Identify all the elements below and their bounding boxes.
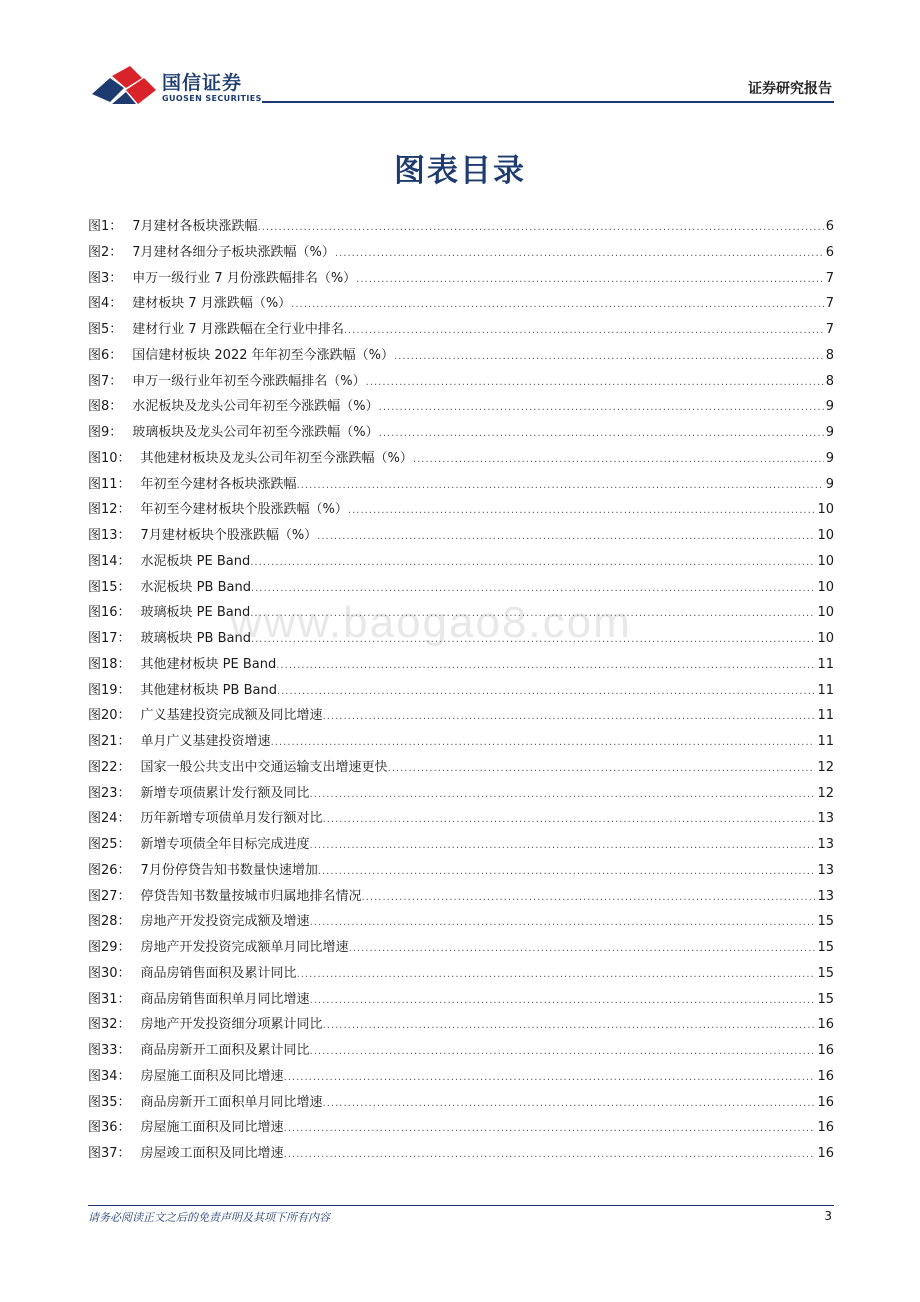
figure-page-number: 7 [825, 270, 834, 286]
figure-page-number: 8 [825, 373, 834, 389]
dot-leader [271, 730, 816, 756]
figure-title: 商品房新开工面积单月同比增速 [140, 1094, 323, 1110]
figure-title: 商品房销售面积单月同比增速 [140, 991, 310, 1007]
figure-title: 7月建材板块个股涨跌幅（%） [140, 528, 318, 543]
dot-leader [258, 215, 824, 241]
page-title: 图表目录 [394, 153, 526, 189]
figure-title: 房地产开发投资完成额单月同比增速 [140, 940, 349, 955]
figure-label: 图21： [88, 734, 131, 749]
figure-label: 图30： [88, 965, 131, 981]
figure-page-number: 11 [817, 708, 834, 724]
toc-entry[interactable] [88, 935, 834, 961]
toc-entry[interactable] [88, 472, 834, 498]
figure-page-number: 9 [825, 476, 834, 492]
figure-page-number: 13 [817, 811, 834, 827]
figure-title: 国家一般公共支出中交通运输支出增速更快 [140, 759, 388, 775]
toc-entry[interactable] [88, 884, 834, 910]
dot-leader [366, 370, 824, 396]
figure-title: 广义基建投资完成额及同比增速 [140, 708, 323, 724]
figure-label: 图13： [88, 528, 131, 543]
dot-leader [349, 936, 816, 962]
figure-page-number: 11 [817, 656, 834, 672]
dot-leader [379, 421, 824, 447]
figure-page-number: 8 [825, 347, 834, 363]
dot-leader [297, 473, 824, 499]
figure-label: 图17： [88, 631, 131, 646]
header-divider [262, 101, 834, 103]
dot-leader [394, 344, 824, 370]
toc-entry[interactable] [88, 1141, 834, 1167]
figure-title: 水泥板块及龙头公司年初至今涨跌幅（%） [132, 399, 379, 415]
toc-entry[interactable] [88, 961, 834, 987]
figure-page-number: 15 [817, 940, 834, 955]
figure-label: 图11： [88, 476, 131, 492]
figure-label: 图24： [88, 811, 131, 827]
figure-page-number: 10 [817, 631, 834, 646]
figure-label: 图10： [88, 450, 131, 466]
dot-leader [318, 859, 816, 885]
dot-leader [317, 524, 815, 550]
figure-page-number: 10 [817, 553, 834, 569]
figure-label: 图36： [88, 1120, 131, 1136]
figure-title: 商品房销售面积及累计同比 [140, 965, 297, 981]
figure-title: 房屋施工面积及同比增速 [140, 1120, 284, 1136]
figure-label: 图27： [88, 888, 131, 904]
figure-page-number: 6 [825, 244, 834, 260]
dot-leader [413, 447, 824, 473]
figure-label: 图8： [88, 399, 123, 415]
figure-label: 图9： [88, 425, 123, 440]
dot-leader [323, 1013, 816, 1039]
figure-title: 7月份停贷告知书数量快速增加 [140, 862, 318, 878]
figure-page-number: 13 [817, 888, 834, 904]
figure-label: 图14： [88, 553, 131, 569]
figure-label: 图12： [88, 502, 131, 518]
figure-label: 图29： [88, 940, 131, 955]
figure-page-number: 16 [817, 1146, 834, 1161]
dot-leader [323, 807, 816, 833]
footer-disclaimer: 请务必阅读正文之后的免责声明及其项下所有内容 [88, 1211, 330, 1224]
toc-entry[interactable] [88, 1090, 834, 1116]
dot-leader [310, 833, 816, 859]
toc-entry[interactable] [88, 446, 834, 472]
figure-label: 图4： [88, 296, 123, 312]
figure-title: 玻璃板块及龙头公司年初至今涨跌幅（%） [132, 425, 379, 440]
figure-page-number: 16 [817, 1094, 834, 1110]
figure-label: 图1： [88, 219, 123, 234]
dot-leader [284, 1065, 816, 1091]
figure-page-number: 15 [817, 965, 834, 981]
toc-entry[interactable] [88, 1012, 834, 1038]
toc-entry[interactable] [88, 214, 834, 240]
figure-label: 图2： [88, 244, 123, 260]
figure-list [88, 214, 834, 1167]
toc-entry[interactable] [88, 703, 834, 729]
toc-entry[interactable] [88, 291, 834, 317]
dot-leader [276, 653, 815, 679]
figure-title: 7月建材各细分子板块涨跌幅（%） [132, 244, 335, 260]
figure-title: 7月建材各板块涨跌幅 [132, 219, 258, 234]
figure-label: 图5： [88, 322, 123, 337]
toc-entry[interactable] [88, 549, 834, 575]
toc-entry[interactable] [88, 266, 834, 292]
figure-page-number: 10 [817, 579, 834, 595]
toc-entry[interactable] [88, 240, 834, 266]
dot-leader [335, 241, 824, 267]
figure-page-number: 11 [817, 682, 834, 698]
figure-page-number: 16 [817, 1043, 834, 1058]
report-type: 证券研究报告 [748, 81, 832, 97]
figure-page-number: 11 [817, 734, 834, 749]
figure-page-number: 9 [825, 425, 834, 440]
toc-entry[interactable] [88, 523, 834, 549]
footer-divider [88, 1205, 834, 1206]
figure-title: 单月广义基建投资增速 [140, 734, 271, 749]
page-header [0, 0, 920, 110]
dot-leader [348, 498, 816, 524]
figure-title: 申万一级行业年初至今涨跌幅排名（%） [132, 373, 366, 389]
dot-leader [310, 782, 816, 808]
dot-leader [362, 885, 816, 911]
figure-title: 国信建材板块 2022 年年初至今涨跌幅（%） [132, 347, 394, 363]
figure-page-number: 9 [825, 450, 834, 466]
figure-page-number: 7 [825, 296, 834, 312]
figure-page-number: 7 [825, 322, 834, 337]
figure-page-number: 13 [817, 837, 834, 852]
toc-entry[interactable] [88, 369, 834, 395]
toc-entry[interactable] [88, 832, 834, 858]
figure-page-number: 9 [825, 399, 834, 415]
toc-entry[interactable] [88, 343, 834, 369]
figure-title: 年初至今建材板块个股涨跌幅（%） [140, 502, 348, 518]
figure-label: 图34： [88, 1068, 131, 1084]
figure-title: 房地产开发投资完成额及增速 [140, 914, 310, 930]
dot-leader [250, 550, 815, 576]
toc-entry[interactable] [88, 1115, 834, 1141]
toc-entry[interactable] [88, 729, 834, 755]
dot-leader [291, 292, 824, 318]
figure-page-number: 16 [817, 1017, 834, 1033]
figure-title: 房屋竣工面积及同比增速 [140, 1146, 284, 1161]
dot-leader [388, 756, 816, 782]
figure-title: 新增专项债全年目标完成进度 [140, 837, 310, 852]
dot-leader [310, 910, 816, 936]
figure-label: 图7： [88, 373, 123, 389]
figure-title: 玻璃板块 PE Band [140, 605, 251, 621]
figure-label: 图37： [88, 1146, 131, 1161]
figure-label: 图35： [88, 1094, 131, 1110]
figure-title: 年初至今建材各板块涨跌幅 [140, 476, 297, 492]
page-number: 3 [824, 1209, 832, 1223]
figure-page-number: 10 [817, 528, 834, 543]
figure-title: 申万一级行业 7 月份涨跌幅排名（%） [132, 270, 357, 286]
toc-entry[interactable] [88, 497, 834, 523]
dot-leader [344, 318, 824, 344]
figure-title: 建材板块 7 月涨跌幅（%） [132, 296, 292, 312]
figure-page-number: 12 [817, 785, 834, 801]
figure-page-number: 16 [817, 1068, 834, 1084]
figure-label: 图15： [88, 579, 131, 595]
toc-entry[interactable] [88, 394, 834, 420]
figure-title: 房地产开发投资细分项累计同比 [140, 1017, 323, 1033]
figure-title: 历年新增专项债单月发行额对比 [140, 811, 323, 827]
figure-title: 其他建材板块 PB Band [140, 682, 277, 698]
figure-page-number: 12 [817, 759, 834, 775]
figure-label: 图33： [88, 1043, 131, 1058]
figure-title: 商品房新开工面积及累计同比 [140, 1043, 310, 1058]
toc-entry[interactable] [88, 652, 834, 678]
figure-label: 图19： [88, 682, 131, 698]
toc-entry[interactable] [88, 1038, 834, 1064]
figure-title: 水泥板块 PB Band [140, 579, 251, 595]
toc-entry[interactable] [88, 755, 834, 781]
toc-entry[interactable] [88, 420, 834, 446]
dot-leader [310, 1039, 816, 1065]
toc-entry[interactable] [88, 575, 834, 601]
figure-label: 图32： [88, 1017, 131, 1033]
dot-leader [297, 962, 816, 988]
watermark: www.baogao8.com [230, 598, 632, 647]
figure-title: 其他建材板块 PE Band [140, 656, 277, 672]
figure-label: 图22： [88, 759, 131, 775]
dot-leader [323, 704, 816, 730]
figure-label: 图16： [88, 605, 131, 621]
figure-label: 图6： [88, 347, 123, 363]
figure-page-number: 10 [817, 502, 834, 518]
toc-entry[interactable] [88, 317, 834, 343]
guosen-logo-icon [90, 64, 158, 108]
toc-entry[interactable] [88, 987, 834, 1013]
figure-label: 图3： [88, 270, 123, 286]
dot-leader [284, 1142, 816, 1168]
figure-page-number: 13 [817, 862, 834, 878]
figure-label: 图23： [88, 785, 131, 801]
figure-label: 图20： [88, 708, 131, 724]
figure-page-number: 10 [817, 605, 834, 621]
dot-leader [284, 1116, 816, 1142]
company-logo [90, 64, 260, 108]
toc-entry[interactable] [88, 678, 834, 704]
figure-label: 图26： [88, 862, 131, 878]
figure-label: 图25： [88, 837, 131, 852]
dot-leader [277, 679, 816, 705]
figure-label: 图31： [88, 991, 131, 1007]
toc-entry[interactable] [88, 781, 834, 807]
dot-leader [310, 988, 816, 1014]
toc-entry[interactable] [88, 1064, 834, 1090]
toc-entry[interactable] [88, 806, 834, 832]
figure-title: 房屋施工面积及同比增速 [140, 1068, 284, 1084]
toc-entry[interactable] [88, 858, 834, 884]
toc-entry[interactable] [88, 909, 834, 935]
figure-label: 图28： [88, 914, 131, 930]
dot-leader [379, 395, 824, 421]
figure-title: 水泥板块 PE Band [140, 553, 251, 569]
figure-page-number: 6 [825, 219, 834, 234]
figure-title: 其他建材板块及龙头公司年初至今涨跌幅（%） [140, 450, 413, 466]
figure-page-number: 15 [817, 991, 834, 1007]
dot-leader [323, 1091, 816, 1117]
figure-page-number: 15 [817, 914, 834, 930]
figure-label: 图18： [88, 656, 131, 672]
figure-title: 建材行业 7 月涨跌幅在全行业中排名 [132, 322, 344, 337]
figure-title: 新增专项债累计发行额及同比 [140, 785, 310, 801]
figure-page-number: 16 [817, 1120, 834, 1136]
logo-english-name: GUOSEN SECURITIES [162, 94, 262, 103]
dot-leader [356, 267, 824, 293]
figure-title: 玻璃板块 PB Band [140, 631, 251, 646]
figure-title: 停贷告知书数量按城市归属地排名情况 [140, 888, 362, 904]
logo-chinese-name: 国信证券 [162, 72, 243, 94]
